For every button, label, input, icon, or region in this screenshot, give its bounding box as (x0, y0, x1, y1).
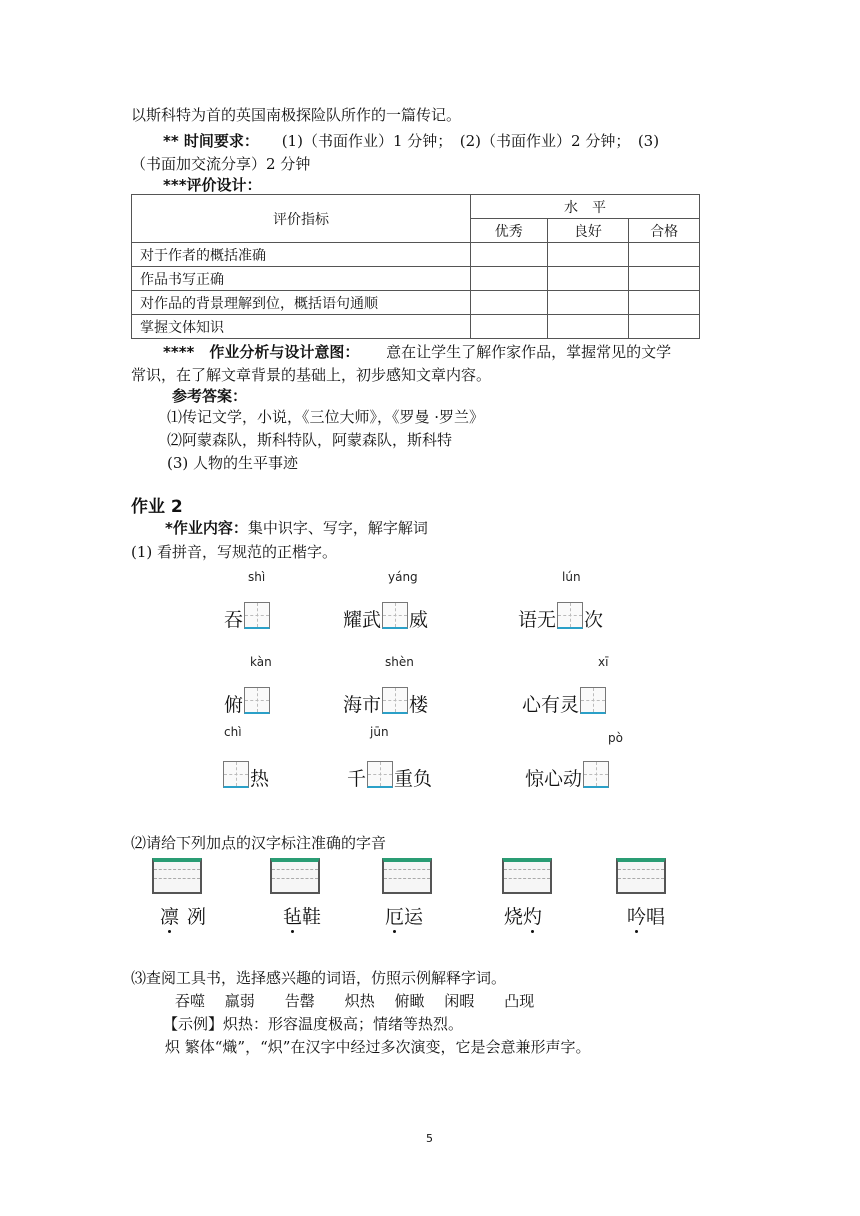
q2-char-dotted: 灼 (523, 902, 542, 929)
q1-item (525, 761, 610, 791)
q1-item (518, 602, 603, 632)
q1-before: 耀武 (343, 609, 382, 631)
q1-pinyin: jūn (370, 725, 389, 739)
writing-grid[interactable] (244, 602, 270, 629)
analysis-line2: 常识，在了解文章背景的基础上，初步感知文章内容。 (131, 366, 492, 384)
eval-row-label: 作品书写正确 (132, 267, 471, 291)
q1-item (222, 761, 269, 791)
evaluation-table (131, 194, 700, 339)
q1-item (224, 687, 271, 717)
answer-item-1: ⑴传记文学，小说，《三位大师》，《罗曼 ·罗兰》 (167, 408, 485, 426)
answer-item-3: (3) 人物的生平事迹 (167, 454, 299, 472)
q2-char: 鞋 (302, 906, 322, 928)
time-req-line1 (163, 130, 659, 151)
eval-row-label: 掌握文体知识 (132, 315, 471, 339)
q1-pinyin: chì (224, 725, 242, 739)
writing-grid[interactable] (557, 602, 583, 629)
hw2-content-text: 集中识字、写字，解字解词 (247, 519, 428, 537)
q3-words: 吞噬 羸弱 告罄 炽热 俯瞰 闲暇 凸现 (175, 992, 535, 1010)
eval-level-3: 合格 (629, 219, 700, 243)
pinyin-answer-box[interactable] (152, 858, 202, 894)
q1-pinyin: yáng (388, 570, 418, 584)
pinyin-answer-box[interactable] (616, 858, 666, 894)
q1-before: 语无 (518, 609, 557, 631)
eval-indicator-header: 评价指标 (132, 195, 471, 243)
writing-grid[interactable] (382, 602, 408, 629)
q1-pinyin: shèn (385, 655, 414, 669)
q3-example1: 【示例】炽热：形容温度极高；情绪等热烈。 (163, 1015, 464, 1033)
q1-item (343, 687, 428, 717)
q2-word (160, 902, 206, 929)
q1-before: 俯 (224, 694, 244, 716)
q1-before: 心有灵 (522, 694, 580, 716)
table-row (132, 243, 700, 267)
q1-pinyin: pò (608, 731, 623, 745)
q2-char-dotted: 吟 (627, 902, 646, 929)
table-row (132, 267, 700, 291)
hw2-content-label: *作业内容： (165, 519, 248, 537)
q2-word (385, 902, 423, 929)
time-req-label: ** 时间要求： (163, 132, 259, 150)
answer-item-2: ⑵阿蒙森队，斯科特队，阿蒙森队，斯科特 (167, 431, 453, 449)
hw2-title: 作业 2 (131, 497, 183, 517)
q2-char-dotted: 凛 (160, 902, 179, 929)
writing-grid[interactable] (367, 761, 393, 788)
pinyin-answer-box[interactable] (382, 858, 432, 894)
writing-grid[interactable] (244, 687, 270, 714)
q1-prompt: (1) 看拼音，写规范的正楷字。 (131, 543, 338, 561)
q2-char-dotted: 厄 (385, 902, 404, 929)
q3-example2: 炽 繁体“熾”，“炽”在汉字中经过多次演变，它是会意兼形声字。 (165, 1038, 591, 1056)
q2-char: 冽 (187, 906, 207, 928)
q1-after: 重负 (394, 768, 433, 790)
q3-prompt: ⑶查阅工具书，选择感兴趣的词语，仿照示例解释字词。 (131, 969, 507, 987)
q1-after: 热 (250, 768, 270, 790)
q1-item (224, 602, 271, 632)
pinyin-answer-box[interactable] (502, 858, 552, 894)
q1-item (522, 687, 607, 717)
q1-after: 威 (409, 609, 429, 631)
analysis-line1 (163, 341, 671, 362)
q2-word (627, 902, 665, 929)
q2-word (504, 902, 542, 929)
writing-grid[interactable] (223, 761, 249, 788)
q1-pinyin: xī (598, 655, 609, 669)
q1-item (343, 602, 428, 632)
writing-grid[interactable] (382, 687, 408, 714)
time-req-line2: （书面加交流分享）2 分钟 (131, 155, 311, 173)
q1-pinyin: shì (248, 570, 266, 584)
q1-before: 海市 (343, 694, 382, 716)
q2-char: 烧 (504, 906, 524, 928)
q1-item (347, 761, 432, 791)
eval-level-1: 优秀 (470, 219, 547, 243)
answers-label: 参考答案： (172, 387, 248, 405)
q2-char: 唱 (646, 906, 666, 928)
eval-level-header: 水 平 (470, 195, 699, 219)
analysis-label: **** 作业分析与设计意图： (163, 343, 360, 361)
q1-after: 次 (584, 609, 604, 631)
table-row (132, 315, 700, 339)
writing-grid[interactable] (580, 687, 606, 714)
table-row (132, 291, 700, 315)
q2-prompt: ⑵请给下列加点的汉字标注准确的字音 (131, 834, 387, 852)
eval-design-label: ***评价设计： (163, 176, 262, 194)
q1-after: 楼 (409, 694, 429, 716)
q1-before: 惊心动 (525, 768, 583, 790)
q2-word (283, 902, 321, 929)
q2-char: 运 (404, 906, 424, 928)
pinyin-answer-box[interactable] (270, 858, 320, 894)
q1-pinyin: kàn (250, 655, 272, 669)
hw2-content-line (165, 517, 428, 538)
page-number: 5 (426, 1132, 433, 1145)
analysis-text1: 意在让学生了解作家作品，掌握常见的文学 (386, 343, 672, 361)
q1-pinyin: lún (562, 570, 581, 584)
q1-before: 吞 (224, 609, 244, 631)
eval-level-2: 良好 (547, 219, 629, 243)
eval-row-label: 对作品的背景理解到位，概括语句通顺 (132, 291, 471, 315)
time-req-text1: (1)（书面作业）1 分钟； (2)（书面作业）2 分钟； (3) (281, 132, 660, 150)
intro-line: 以斯科特为首的英国南极探险队所作的一篇传记。 (131, 106, 462, 124)
q2-char-dotted: 毡 (283, 902, 302, 929)
q1-before: 千 (347, 768, 367, 790)
eval-row-label: 对于作者的概括准确 (132, 243, 471, 267)
writing-grid[interactable] (583, 761, 609, 788)
